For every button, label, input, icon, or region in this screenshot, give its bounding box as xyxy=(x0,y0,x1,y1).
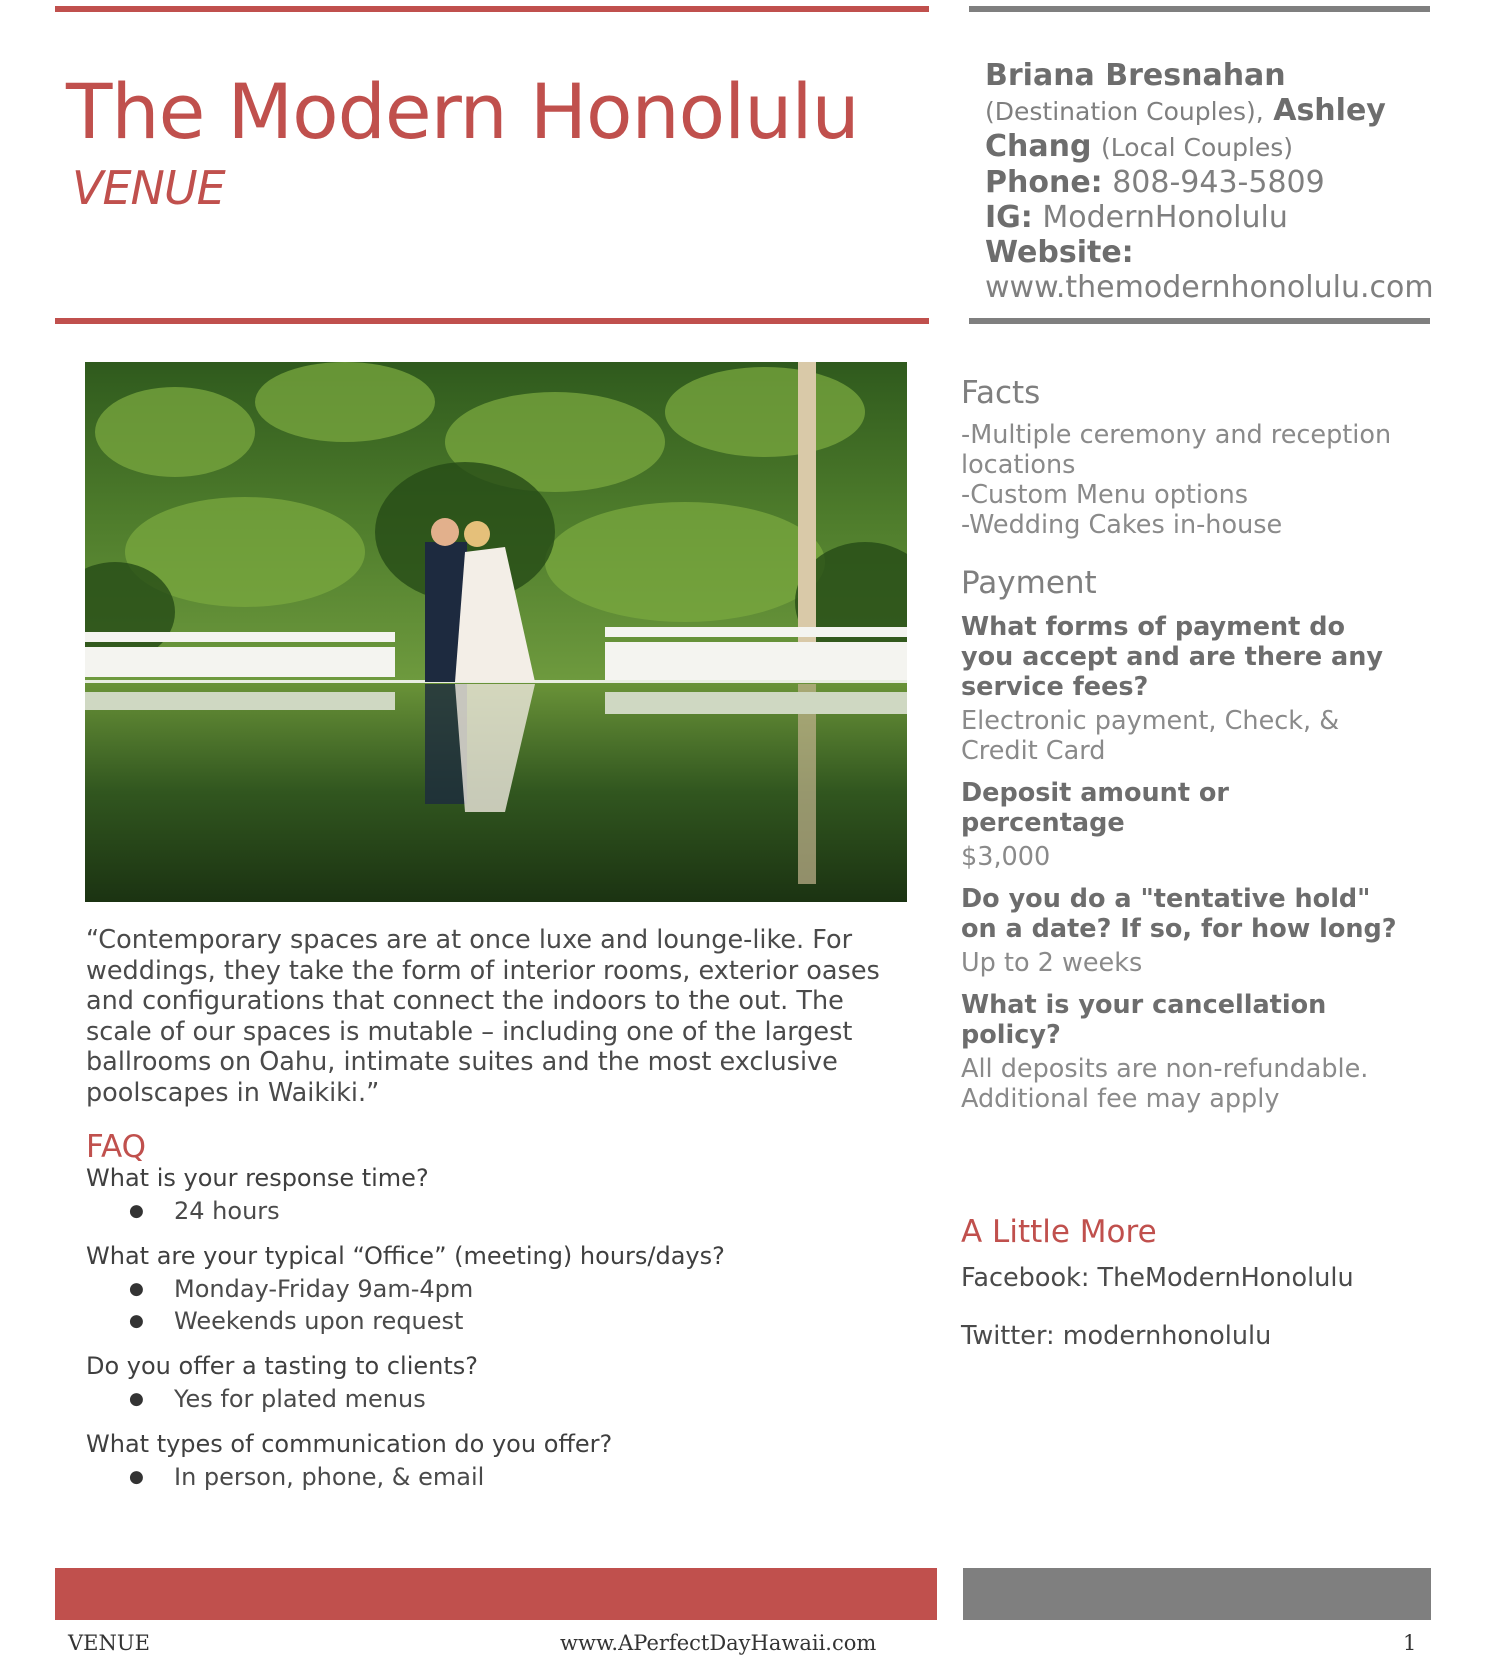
top-rule-red xyxy=(55,6,929,12)
footer-bar-red xyxy=(55,1568,937,1620)
more-heading: A Little More xyxy=(961,1214,1157,1250)
faq-question: What types of communication do you offer? xyxy=(86,1430,613,1458)
contact-role-2: (Local Couples) xyxy=(1101,133,1294,162)
facebook-link[interactable]: Facebook: TheModernHonolulu xyxy=(961,1263,1354,1293)
faq-answer: ● 24 hours xyxy=(174,1195,906,1227)
website-link[interactable]: www.themodernhonolulu.com xyxy=(985,270,1434,305)
contact-block xyxy=(985,58,1434,305)
faq-heading: FAQ xyxy=(86,1129,147,1165)
facts-heading: Facts xyxy=(961,375,1041,411)
footer-section-label: VENUE xyxy=(68,1631,150,1655)
faq-list xyxy=(86,1163,906,1493)
wedding-photo xyxy=(85,362,907,902)
contact-role-1: (Destination Couples), xyxy=(985,97,1264,126)
faq-question: What are your typical “Office” (meeting) hours/days? xyxy=(86,1242,725,1270)
ig-label: IG: xyxy=(985,200,1033,235)
faq-answers xyxy=(86,1273,906,1337)
page-title: The Modern Honolulu xyxy=(66,67,859,156)
ig-value: ModernHonolulu xyxy=(1042,200,1288,235)
payment-answer: $3,000 xyxy=(961,842,1051,872)
twitter-link[interactable]: Twitter: modernhonolulu xyxy=(961,1321,1272,1351)
header-rule-gray xyxy=(969,318,1430,324)
faq-answers xyxy=(86,1461,906,1493)
website-label: Website: xyxy=(985,235,1134,270)
faq-answer: ● In person, phone, & email xyxy=(174,1461,906,1493)
venue-quote: “Contemporary spaces are at once luxe and lounge-like. For weddings, they take the form of interior rooms, exterior oases and configurations that connect the indoors to the out. The scale of our spaces is mutable – including one of the largest ballrooms on Oahu, intimate suites and the most exclusive poolscapes in Waikiki.” xyxy=(86,925,880,1108)
page-subtitle: VENUE xyxy=(72,161,225,215)
footer-page-number: 1 xyxy=(1403,1631,1417,1655)
top-rule-gray xyxy=(969,6,1430,12)
faq-answer: ● Yes for plated menus xyxy=(174,1383,906,1415)
faq-answer: ● Weekends upon request xyxy=(174,1305,906,1337)
phone-value: 808-943-5809 xyxy=(1112,165,1325,200)
footer-website-link[interactable]: www.APerfectDayHawaii.com xyxy=(560,1631,877,1655)
contact-name-1: Briana Bresnahan xyxy=(985,58,1286,93)
payment-answer: Up to 2 weeks xyxy=(961,948,1143,978)
payment-question: Do you do a "tentative hold" on a date? If so, for how long? xyxy=(961,884,1397,944)
faq-question: What is your response time? xyxy=(86,1164,429,1192)
phone-label: Phone: xyxy=(985,165,1103,200)
fact-line: -Multiple ceremony and reception locations xyxy=(961,420,1392,480)
fact-line: -Wedding Cakes in-house xyxy=(961,510,1283,540)
fact-line: -Custom Menu options xyxy=(961,480,1249,510)
payment-section xyxy=(961,564,1401,1114)
payment-answer: All deposits are non-refundable. Additional fee may apply xyxy=(961,1054,1369,1114)
payment-answer: Electronic payment, Check, & Credit Card xyxy=(961,706,1340,766)
faq-answers xyxy=(86,1195,906,1227)
more-section xyxy=(961,1213,1401,1351)
header-rule-red xyxy=(55,318,929,324)
faq-answers xyxy=(86,1383,906,1415)
facts-section xyxy=(961,374,1401,540)
footer-bar-gray xyxy=(963,1568,1431,1620)
payment-question: What forms of payment do you accept and are there any service fees? xyxy=(961,612,1384,702)
payment-question: Deposit amount or percentage xyxy=(961,778,1229,838)
payment-heading: Payment xyxy=(961,565,1097,601)
faq-question: Do you offer a tasting to clients? xyxy=(86,1352,478,1380)
payment-question: What is your cancellation policy? xyxy=(961,990,1327,1050)
contact-name-2: Ashley Chang xyxy=(985,93,1386,164)
faq-answer: ● Monday-Friday 9am-4pm xyxy=(174,1273,906,1305)
